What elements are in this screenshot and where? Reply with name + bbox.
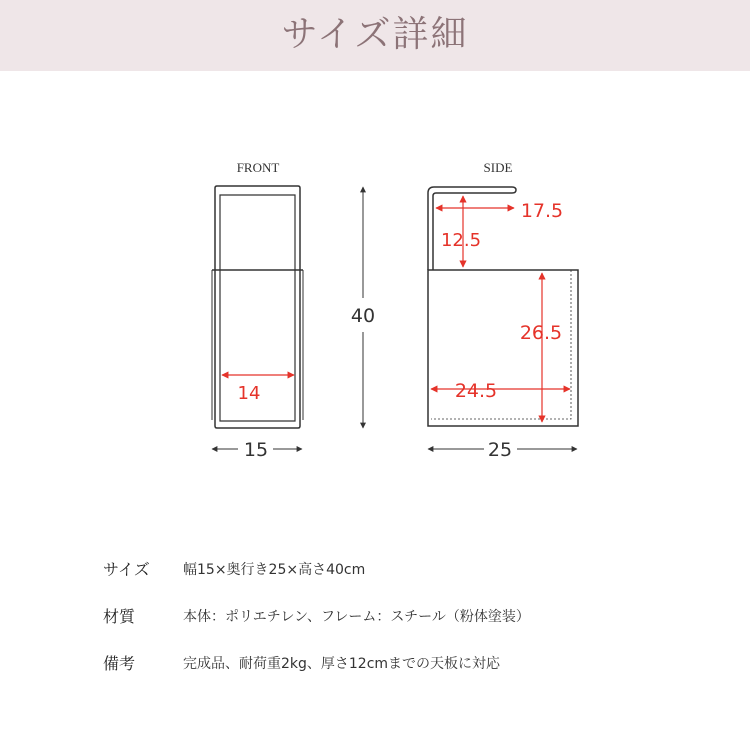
front-view-label: FRONT <box>236 160 280 175</box>
side-view <box>428 187 578 426</box>
side-depth-label: 25 <box>487 439 513 461</box>
pocket-depth-label: 24.5 <box>454 380 498 402</box>
hook-height-label: 12.5 <box>440 230 482 251</box>
spec-value: 完成品、耐荷重2kg、厚さ12cmまでの天板に対応 <box>183 656 501 672</box>
pocket-height-label: 26.5 <box>519 322 563 344</box>
hook-depth-label: 17.5 <box>520 200 564 222</box>
height-label: 40 <box>350 305 376 327</box>
spec-label: 材質 <box>103 607 136 626</box>
spec-label: サイズ <box>103 560 150 579</box>
spec-value: 本体：ポリエチレン、フレーム：スチール（粉体塗装） <box>183 609 530 625</box>
side-view-label: SIDE <box>483 160 513 175</box>
front-width-label: 15 <box>243 439 269 461</box>
front-inner-width-label: 14 <box>237 383 261 404</box>
spec-label: 備考 <box>103 654 136 673</box>
page-title: サイズ詳細 <box>281 14 469 55</box>
spec-value: 幅15×奥行き25×高さ40cm <box>183 562 366 578</box>
